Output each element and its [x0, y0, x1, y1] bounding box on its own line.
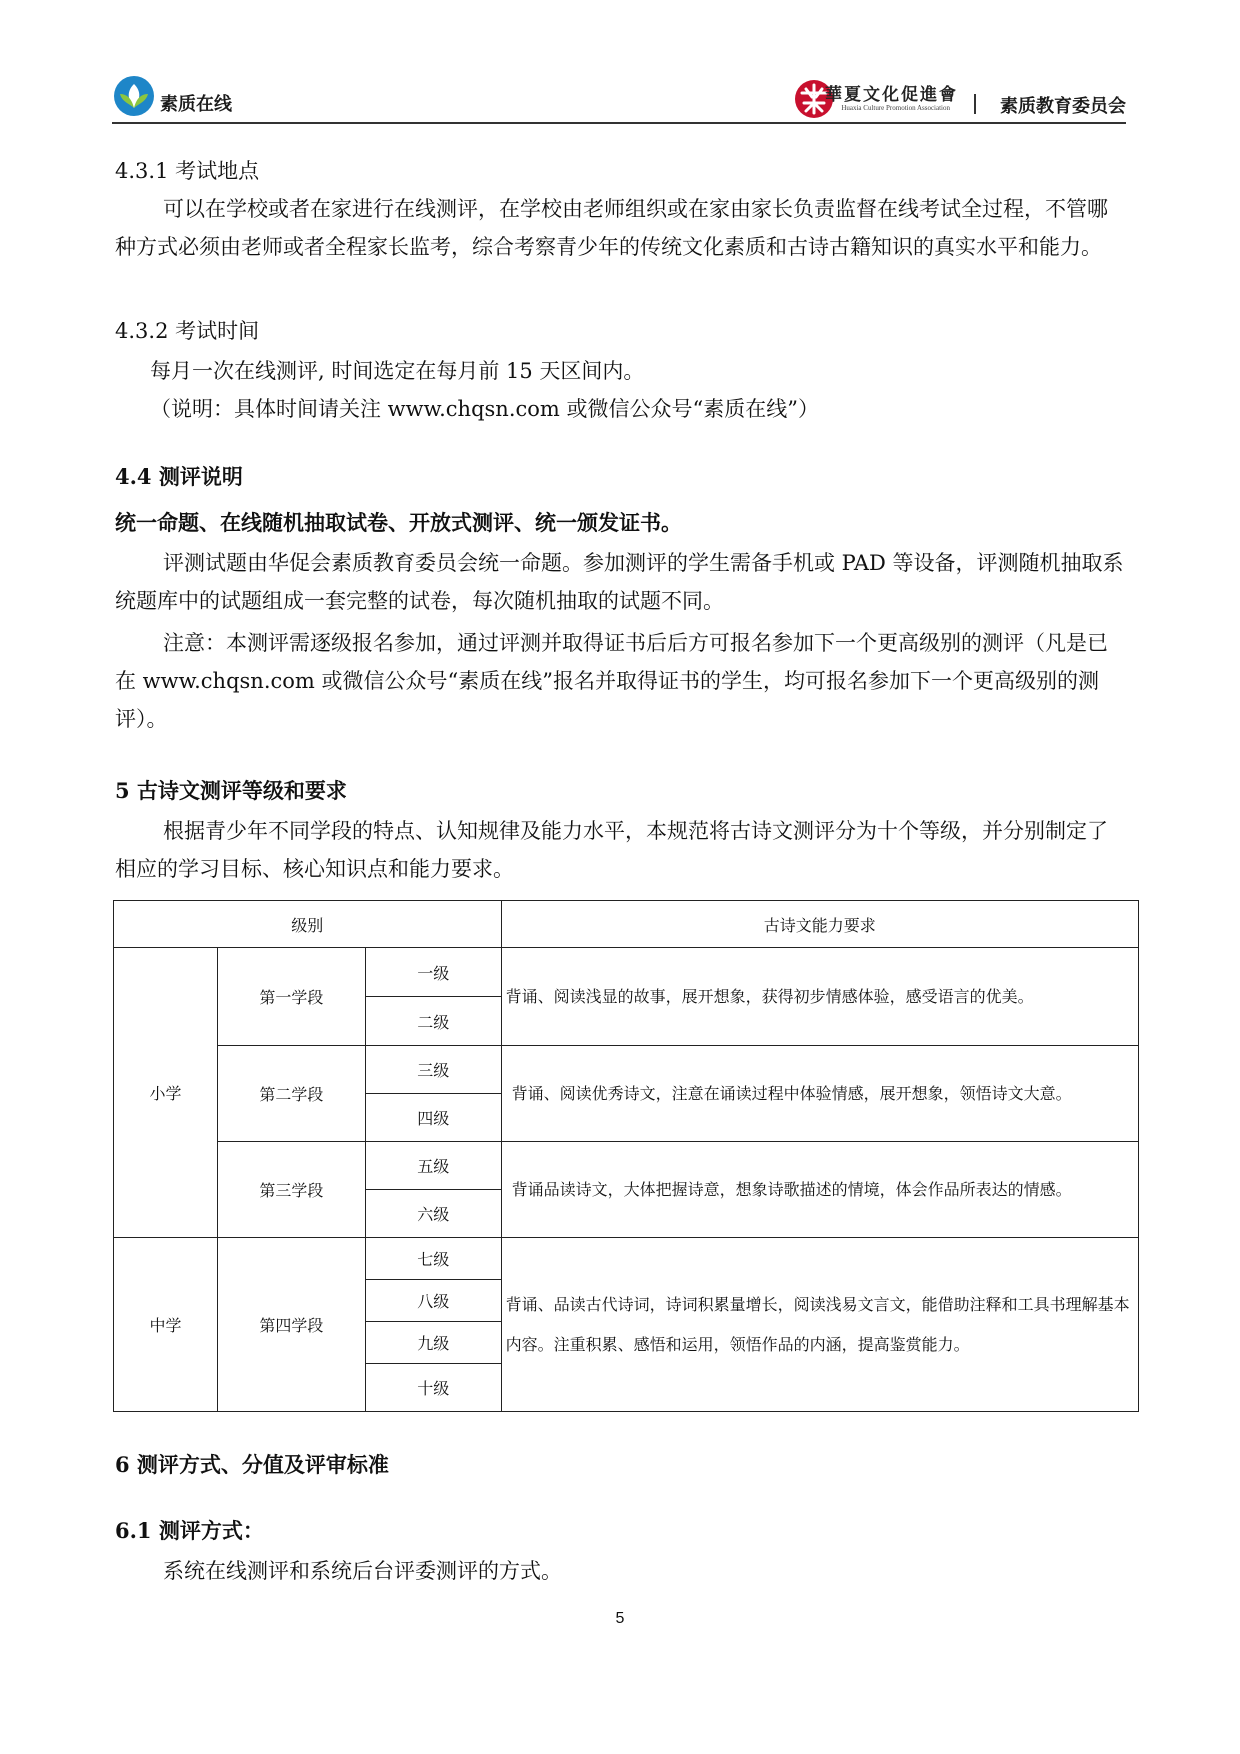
- level-3: 三级: [365, 1046, 501, 1094]
- table-row: [114, 1238, 1139, 1280]
- section-4-4-summary: 统一命题、在线随机抽取试卷、开放式测评、统一颁发证书。: [115, 510, 682, 535]
- level-5: 五级: [365, 1142, 501, 1190]
- header-level: 级别: [114, 901, 502, 948]
- section-5-title: 5 古诗文测评等级和要求: [115, 778, 347, 803]
- level-8: 八级: [365, 1280, 501, 1322]
- section-4-4-body-2: 注意：本测评需逐级报名参加，通过评测并取得证书后后方可报名参加下一个更高级别的测评（凡是已在 www.chqsn.com 或微信公众号“素质在线”报名并取得证书的学生，均可报名参加下一个更高级别的测评）。: [115, 631, 1108, 731]
- section-4-3-1-body: 可以在学校或者在家进行在线测评，在学校由老师组织或在家由家长负责监督在线考试全过程，不管哪种方式必须由老师或者全程家长监考，综合考察青少年的传统文化素质和古诗古籍知识的真实水平和能力。: [115, 197, 1108, 259]
- org-name-en: Huaxia Culture Promotion Association: [841, 104, 950, 112]
- table-header-row: [114, 901, 1139, 948]
- levels-table: [113, 900, 1139, 1412]
- table-row: [114, 1142, 1139, 1190]
- section-5-body: 根据青少年不同学段的特点、认知规律及能力水平，本规范将古诗文测评分为十个等级，并分别制定了相应的学习目标、核心知识点和能力要求。: [115, 819, 1108, 881]
- school-middle: 中学: [114, 1238, 218, 1412]
- section-4-4-body-1: 评测试题由华促会素质教育委员会统一命题。参加测评的学生需备手机或 PAD 等设备，评测随机抽取系统题库中的试题组成一套完整的试卷，每次随机抽取的试题不同。: [115, 551, 1124, 613]
- suzhi-zaixian-logo-icon: [112, 74, 156, 118]
- level-9: 九级: [365, 1322, 501, 1364]
- brand-name: 素质在线: [160, 94, 232, 115]
- stage-3: 第三学段: [217, 1142, 365, 1238]
- section-4-3-1-title: 4.3.1 考试地点: [115, 159, 260, 183]
- section-4-3-2-title: 4.3.2 考试时间: [115, 319, 260, 343]
- level-2: 二级: [365, 997, 501, 1046]
- page-header: [112, 68, 1126, 124]
- level-10: 十级: [365, 1364, 501, 1412]
- requirement-stage-3: 背诵品读诗文，大体把握诗意，想象诗歌描述的情境，体会作品所表达的情感。: [501, 1142, 1138, 1238]
- requirement-stage-4: 背诵、品读古代诗词，诗词积累量增长，阅读浅易文言文，能借助注释和工具书理解基本内容。注重积累、感悟和运用，领悟作品的内涵，提高鉴赏能力。: [501, 1238, 1138, 1412]
- stage-2: 第二学段: [217, 1046, 365, 1142]
- requirement-stage-1: 背诵、阅读浅显的故事，展开想象，获得初步情感体验，感受语言的优美。: [501, 948, 1138, 1046]
- level-7: 七级: [365, 1238, 501, 1280]
- section-6-1-body: 系统在线测评和系统后台评委测评的方式。: [163, 1559, 562, 1583]
- level-1: 一级: [365, 948, 501, 997]
- section-6-title: 6 测评方式、分值及评审标准: [115, 1452, 389, 1477]
- school-primary: 小学: [114, 948, 218, 1238]
- committee-name: 素质教育委员会: [1000, 96, 1126, 117]
- level-4: 四级: [365, 1094, 501, 1142]
- org-name: 華夏文化促進會: [825, 85, 958, 105]
- section-4-3-2-note: （说明：具体时间请关注 www.chqsn.com 或微信公众号“素质在线”）: [150, 397, 819, 421]
- table-row: [114, 948, 1139, 997]
- header-divider: [974, 94, 976, 114]
- section-4-3-2-body: 每月一次在线测评, 时间选定在每月前 15 天区间内。: [150, 359, 645, 383]
- section-4-4-title: 4.4 测评说明: [115, 464, 243, 489]
- level-6: 六级: [365, 1190, 501, 1238]
- stage-1: 第一学段: [217, 948, 365, 1046]
- table-row: [114, 1046, 1139, 1094]
- header-requirement: 古诗文能力要求: [501, 901, 1138, 948]
- stage-4: 第四学段: [217, 1238, 365, 1412]
- header-rule: [112, 122, 1126, 124]
- requirement-stage-2: 背诵、阅读优秀诗文，注意在诵读过程中体验情感，展开想象，领悟诗文大意。: [501, 1046, 1138, 1142]
- section-6-1-title: 6.1 测评方式：: [115, 1518, 264, 1543]
- page-number: 5: [615, 1610, 625, 1627]
